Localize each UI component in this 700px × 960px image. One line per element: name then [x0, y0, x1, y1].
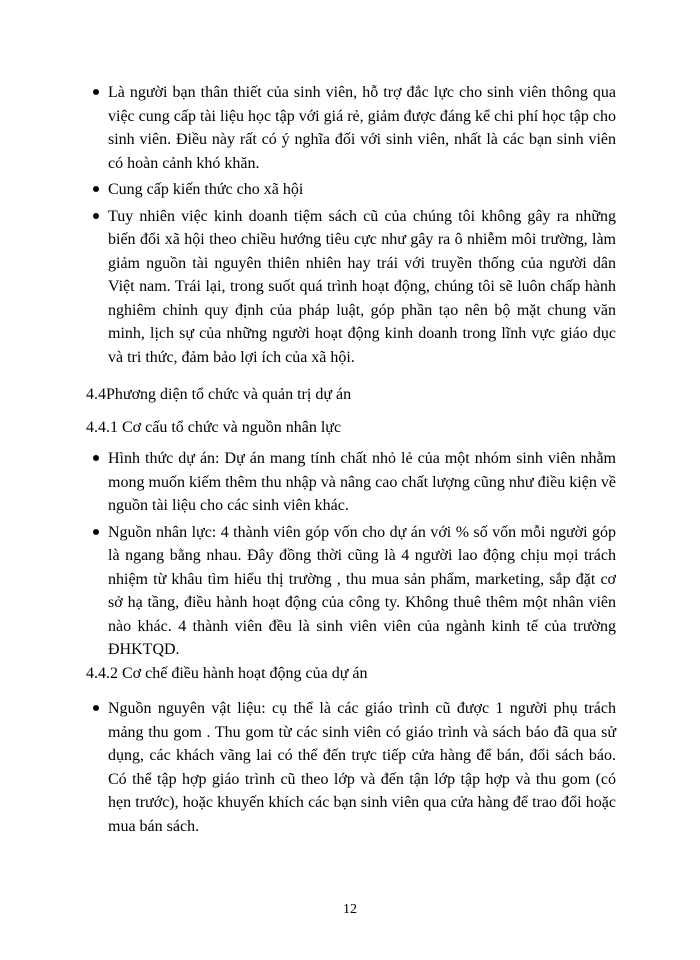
list-item	[108, 521, 616, 662]
list-item	[108, 205, 616, 370]
list-item	[108, 697, 616, 838]
bullet-icon	[93, 89, 99, 95]
bullet-icon	[93, 213, 99, 219]
section-heading-4-4-1: 4.4.1 Cơ cấu tổ chức và nguồn nhân lực	[86, 419, 342, 436]
bullet-text: Là người bạn thân thiết của sinh viên, hỗ trợ đắc lực cho sinh viên thông qua việc cung cấp tài liệu học tập với giá rẻ, giảm được đáng kể chi phí học tập cho sinh viên. Điều này rất có ý nghĩa đối với sinh viên, nhất là các bạn sinh viên có hoàn cảnh khó khăn.	[108, 84, 616, 172]
bullet-list-operations	[108, 697, 616, 841]
bullet-icon	[93, 455, 99, 461]
bullet-text: Nguồn nhân lực: 4 thành viên góp vốn cho dự án với % số vốn mỗi người góp là ngang bằng nhau. Đây đồng thời cũng là 4 người lao động chịu mọi trách nhiệm từ khâu tìm hiểu thị trường , thu mua sản phẩm, marketing, sắp đặt cơ sở hạ tầng, điều hành hoạt động của công ty. Không thuê thêm một nhân viên nào khác. 4 thành viên đều là sinh viên viên của ngành kinh tế của trường ĐHKTQD.	[108, 523, 616, 658]
list-item	[108, 447, 616, 518]
bullet-text: Hình thức dự án: Dự án mang tính chất nhỏ lẻ của một nhóm sinh viên nhằm mong muốn kiếm thêm thu nhập và nâng cao chất lượng cũng như điều kiện về nguồn tài liệu cho các sinh viên khác.	[108, 450, 616, 514]
list-item	[108, 178, 616, 202]
section-heading-4-4: 4.4Phương diện tổ chức và quản trị dự án	[86, 386, 352, 403]
bullet-text: Tuy nhiên việc kinh doanh tiệm sách cũ của chúng tôi không gây ra những biến đổi xã hội theo chiều hướng tiêu cực như gây ra ô nhiễm môi trường, làm giảm nguồn tài nguyên thiên nhiên hay trái với truyền thống của người dân Việt nam. Trái lại, trong suốt quá trình hoạt động, chúng tôi sẽ luôn chấp hành nghiêm chỉnh quy định của pháp luật, góp phần tạo nên bộ mặt chung văn minh, lịch sự của những người hoạt động kinh doanh trong lĩnh vực giáo dục và tri thức, đảm bảo lợi ích của xã hội.	[108, 207, 616, 366]
bullet-list-organization	[108, 447, 616, 665]
bullet-icon	[93, 705, 99, 711]
bullet-text: Cung cấp kiến thức cho xã hội	[108, 181, 304, 198]
page-number: 12	[343, 902, 357, 917]
list-item	[108, 81, 616, 175]
bullet-list-benefits	[108, 81, 616, 372]
bullet-text: Nguồn nguyên vật liệu: cụ thể là các giáo trình cũ được 1 người phụ trách mảng thu gom . Thu gom từ các sinh viên có giáo trình và sách báo đã qua sử dụng, các khách vãng lai có thể đến trực tiếp cửa hàng để bán, đổi sách báo. Có thể tập hợp giáo trình cũ theo lớp và đến tận lớp tập hợp và thu gom (có hẹn trước), hoặc khuyến khích các bạn sinh viên qua cửa hàng để trao đổi hoặc mua bán sách.	[108, 700, 616, 835]
bullet-icon	[93, 186, 99, 192]
bullet-icon	[93, 529, 99, 535]
section-heading-4-4-2: 4.4.2 Cơ chế điều hành hoạt động của dự án	[86, 665, 368, 682]
